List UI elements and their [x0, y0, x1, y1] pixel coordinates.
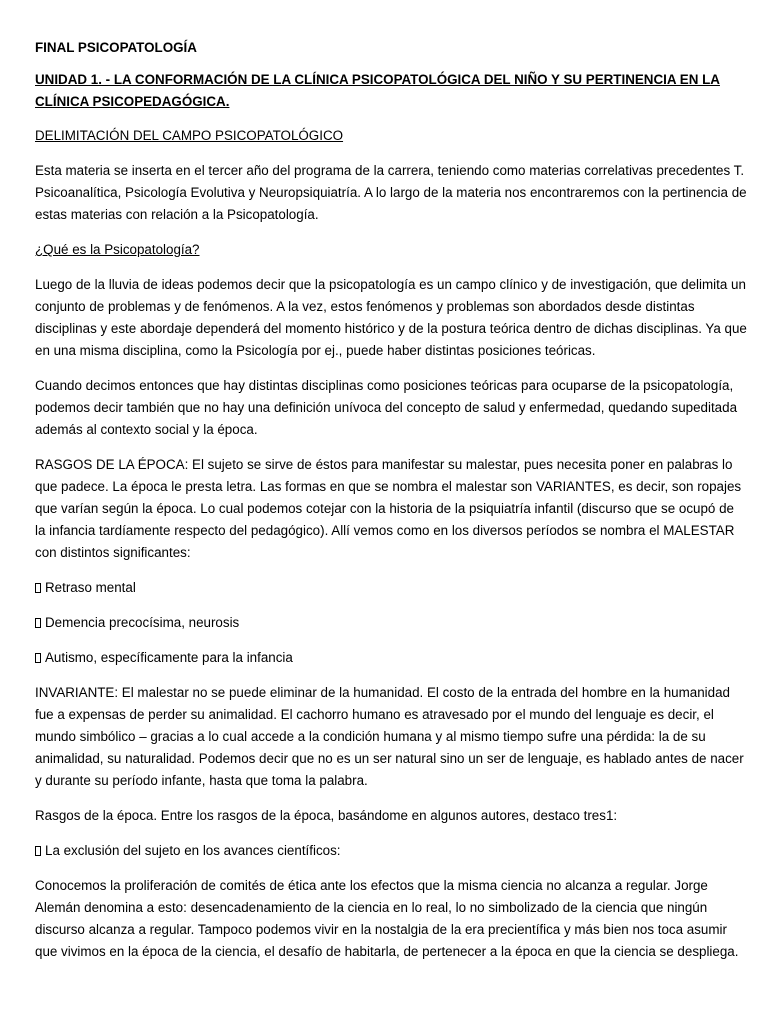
- document-title: FINAL PSICOPATOLOGÍA: [35, 40, 197, 55]
- list-item: [35, 647, 747, 669]
- list-item: [35, 577, 747, 599]
- list-item: [35, 612, 747, 634]
- section-title: DELIMITACIÓN DEL CAMPO PSICOPATOLÓGICO: [35, 128, 344, 143]
- missing-glyph-box-icon: [35, 618, 41, 628]
- question-heading: ¿Qué es la Psicopatología?: [35, 242, 200, 257]
- list-item-text: Autismo, específicamente para la infancia: [45, 650, 293, 665]
- intro-paragraph: Esta materia se inserta en el tercer año del programa de la carrera, teniendo como materias correlativas precedentes T. Psicoanalítica, Psicología Evolutiva y Neuropsiquiatría. A lo largo de la materia nos encontraremos con la pertinencia de estas materias con relación a la Psicopatología.: [35, 163, 747, 222]
- missing-glyph-box-icon: [35, 653, 41, 663]
- paragraph-rasgos-epoca: RASGOS DE LA ÉPOCA: El sujeto se sirve de éstos para manifestar su malestar, pues necesita poner en palabras lo que padece. La época le presta letra. Las formas en que se nombra el malestar son VARIANTES, es decir, son ropajes que varían según la época. Lo cual podemos cotejar con la historia de la psiquiatría infantil (discurso que se ocupó de la infancia tardíamente respecto del pedagógico). Allí vemos como en los diversos períodos se nombra el MALESTAR con distintos significantes:: [35, 457, 742, 560]
- list-item-text: Retraso mental: [45, 580, 136, 595]
- paragraph-comites-etica: Conocemos la proliferación de comités de ética ante los efectos que la misma ciencia no alcanza a regular. Jorge Alemán denomina a esto: desencadenamiento de la ciencia en lo real, lo no simbolizado de la ciencia que ningún discurso alcanza a regular. Tampoco podemos vivir en la nostalgia de la era precientífica y más bien nos toca asumir que vivimos en la época de la ciencia, el desafío de habitarla, de pertenecer a la época en que la ciencia se despliega.: [35, 878, 739, 959]
- missing-glyph-box-icon: [35, 846, 41, 856]
- paragraph-invariante: INVARIANTE: El malestar no se puede eliminar de la humanidad. El costo de la entrada del hombre en la humanidad fue a expensas de perder su animalidad. El cachorro humano es atravesado por el mundo del lenguaje es decir, el mundo simbólico – gracias a lo cual accede a la condición humana y al mismo tiempo sufre una pérdida: la de su animalidad, su naturalidad. Podemos decir que no es un ser natural sino un ser de lenguaje, es hablado antes de nacer y durante su período infante, hasta que toma la palabra.: [35, 685, 744, 788]
- unit-title: UNIDAD 1. - LA CONFORMACIÓN DE LA CLÍNICA PSICOPATOLÓGICA DEL NIÑO Y SU PERTINENCIA EN LA CLÍNICA PSICOPEDAGÓGICA.: [35, 72, 720, 109]
- list-item-text: La exclusión del sujeto en los avances científicos:: [45, 843, 341, 858]
- missing-glyph-box-icon: [35, 583, 41, 593]
- document-page: [35, 37, 747, 976]
- list-item-text: Demencia precocísima, neurosis: [45, 615, 240, 630]
- paragraph-rasgos-intro: Rasgos de la época. Entre los rasgos de la época, basándome en algunos autores, destaco tres1:: [35, 808, 618, 823]
- paragraph-disciplines: Cuando decimos entonces que hay distintas disciplinas como posiciones teóricas para ocuparse de la psicopatología, podemos decir también que no hay una definición unívoca del concepto de salud y enfermedad, quedando supeditada además al contexto social y la época.: [35, 378, 738, 437]
- list-item: [35, 840, 747, 862]
- paragraph-psychopathology-definition: Luego de la lluvia de ideas podemos decir que la psicopatología es un campo clínico y de investigación, que delimita un conjunto de problemas y de fenómenos. A la vez, estos fenómenos y problemas son abordados desde distintas disciplinas y este abordaje dependerá del momento histórico y de la postura teórica dentro de dichas disciplinas. Ya que en una misma disciplina, como la Psicología por ej., puede haber distintas posiciones teóricas.: [35, 277, 747, 358]
